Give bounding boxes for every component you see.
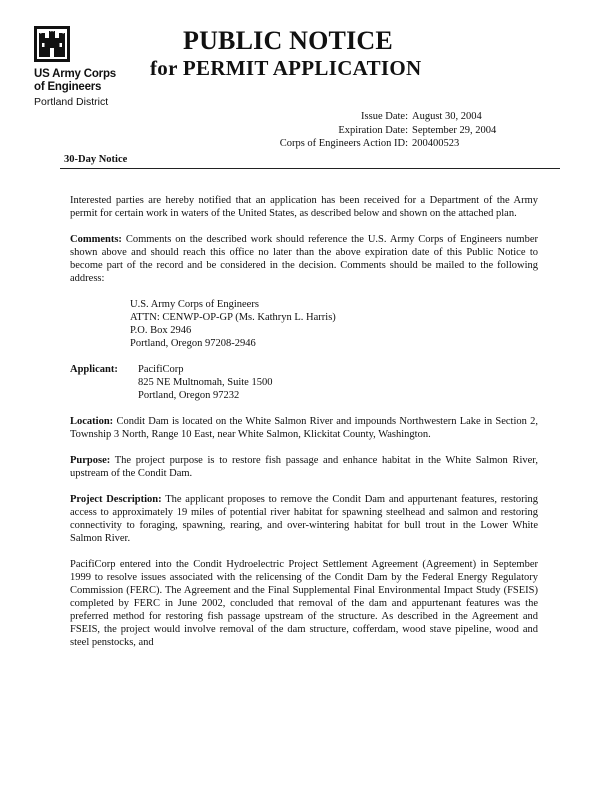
page-subtitle: for PERMIT APPLICATION [150, 56, 422, 80]
description-paragraph [70, 493, 538, 545]
applicant-section [70, 363, 538, 402]
intro-paragraph: Interested parties are hereby notified that an application has been received for a Department of the Army permit for certain work in waters of the United States, as described below and shown on the attached plan. [70, 195, 538, 219]
applicant-line3: Portland, Oregon 97232 [138, 390, 240, 401]
applicant-heading: Applicant: [70, 364, 118, 375]
page-title: PUBLIC NOTICE [183, 26, 393, 55]
applicant-details [138, 363, 272, 402]
notice-type: 30-Day Notice [64, 154, 128, 165]
issue-date-value: August 30, 2004 [412, 111, 482, 122]
org-name-line1: US Army Corps [34, 68, 116, 80]
agreement-paragraph: PacifiCorp entered into the Condit Hydroelectric Project Settlement Agreement (Agreement) in September 1999 to resolve issues associated with the relicensing of the Condit Dam by the Federal Energy Regulatory Commission (FERC). The Agreement and the Final Supplemental Final Environmental Impact Study (FSEIS) completed by FERC in June 2002, concluded that removal of the dam and appurtenant features was the preferred method for restoring fish passage upstream of the structure. As described in the Agreement and FSEIS, the project would involve removal of the dam structure, cofferdam, wood stave pipeline, wood and steel penstocks, and [70, 559, 538, 648]
address-line2: ATTN: CENWP-OP-GP (Ms. Kathryn L. Harris) [130, 312, 336, 323]
notice-body [70, 194, 538, 662]
action-id-label: Corps of Engineers Action ID: [279, 138, 408, 149]
address-line3: P.O. Box 2946 [130, 325, 192, 336]
location-paragraph [70, 415, 538, 441]
issue-date-row [280, 110, 502, 124]
location-text: Condit Dam is located on the White Salmon River and impounds Northwestern Lake in Section 2, Township 3 North, Range 10 East, near White Salmon, Klickitat County, Washington. [70, 416, 539, 440]
usace-castle-logo-icon [34, 26, 70, 62]
expiration-date-row [280, 124, 502, 138]
action-id-value: 200400523 [412, 138, 460, 149]
purpose-heading: Purpose: [70, 455, 111, 466]
applicant-line2: 825 NE Multnomah, Suite 1500 [138, 377, 273, 388]
mailing-address [130, 298, 538, 350]
description-text: The applicant proposes to remove the Condit Dam and appurtenant features, restoring access to approximately 19 miles of potential river habitat for spawning steelhead and salmon and restoring connectivity to foraging, spawning, rearing, and over-wintering habitat for bull trout in the Lower White Salmon River. [70, 494, 539, 544]
comments-text: Comments on the described work should reference the U.S. Army Corps of Engineers number shown above and should reach this office no later than the above expiration date of this Public Notice to become part of the record and be considered in the decision. Comments should be mailed to the following address: [70, 234, 538, 284]
expiration-date-label: Expiration Date: [338, 124, 408, 136]
address-line4: Portland, Oregon 97208-2946 [130, 338, 256, 349]
purpose-paragraph [70, 454, 538, 480]
issue-date-label: Issue Date: [361, 111, 408, 122]
district-name: Portland District [34, 96, 109, 108]
notice-metadata [280, 110, 502, 151]
address-line1: U.S. Army Corps of Engineers [130, 299, 259, 310]
purpose-text: The project purpose is to restore fish passage and enhance habitat in the White Salmon River, upstream of the Condit Dam. [70, 455, 539, 479]
header-divider [60, 168, 560, 169]
expiration-date-value: September 29, 2004 [412, 124, 497, 136]
description-heading: Project Description: [70, 494, 162, 505]
org-name-line2: of Engineers [34, 81, 102, 93]
action-id-row [280, 137, 502, 151]
location-heading: Location: [70, 416, 114, 427]
organization-name [34, 68, 116, 94]
applicant-line1: PacifiCorp [138, 364, 184, 375]
comments-heading: Comments: [70, 234, 122, 245]
comments-paragraph [70, 233, 538, 285]
